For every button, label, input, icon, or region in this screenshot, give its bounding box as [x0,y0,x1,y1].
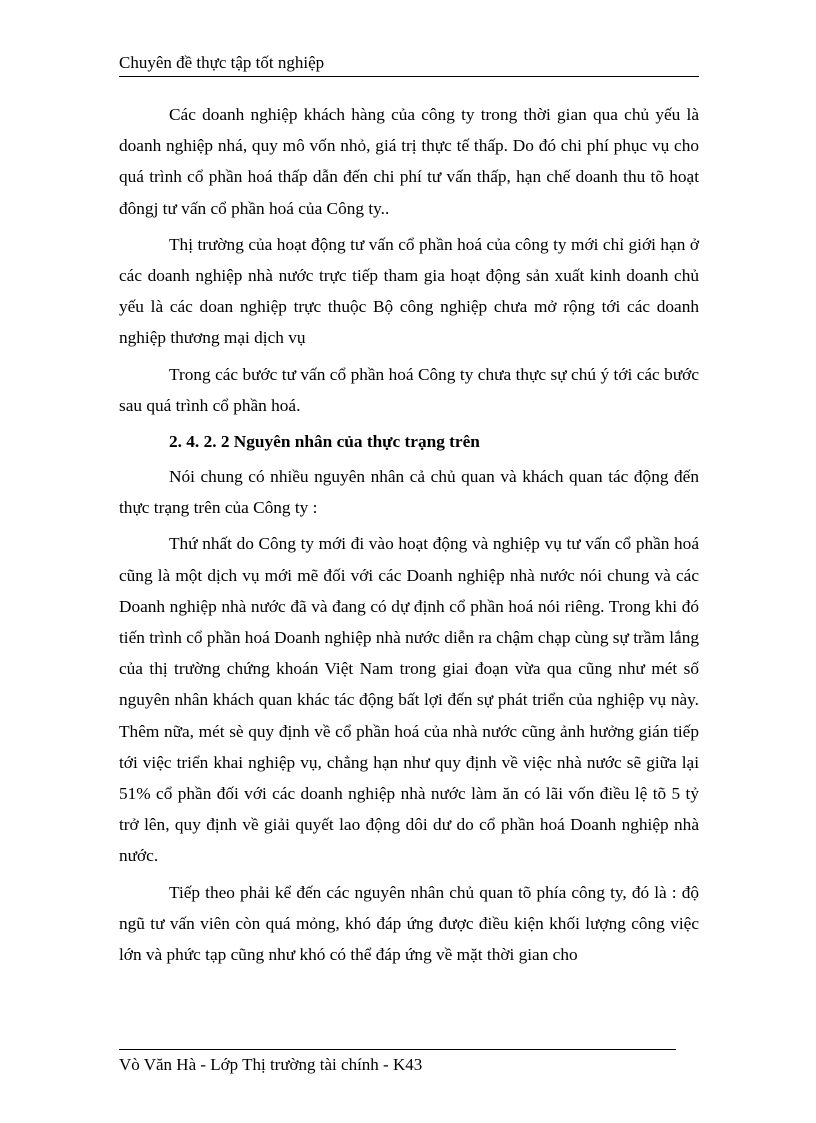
paragraph: Thị trường của hoạt động tư vấn cổ phần hoá của công ty mới chỉ giới hạn ở các doanh nghiệp nhà nước trực tiếp tham gia hoạt động sản xuất kinh doanh chủ yếu là các doan nghiệp trực thuộc Bộ công nghiệp chưa mở rộng tới các doanh nghiệp thương mại dịch vụ [119,234,699,348]
page-footer: Vò Văn Hà - Lớp Thị trường tài chính - K43 [119,1055,423,1074]
paragraph: Tiếp theo phải kể đến các nguyên nhân chủ quan tõ phía công ty, đó là : độ ngũ tư vấn viên còn quá mỏng, khó đáp ứng được điều kiện khối lượng công việc lớn và phức tạp cũng như khó có thể đáp ứng về mặt thời gian cho [119,882,699,965]
footer-divider [119,1049,676,1050]
paragraph: Các doanh nghiệp khách hàng của công ty trong thời gian qua chủ yếu là doanh nghiệp nhá, quy mô vốn nhỏ, giá trị thực tế thấp. Do đó chi phí phục vụ cho quá trình cổ phần hoá thấp dẫn đến chi phí tư vấn thấp, hạn chế doanh thu tõ hoạt đôngj tư vấn cổ phần hoá của Công ty.. [119,105,699,218]
paragraph: Trong các bước tư vấn cổ phần hoá Công ty chưa thực sự chú ý tới các bước sau quá trình cổ phần hoá. [119,364,699,415]
document-body [119,99,699,975]
section-heading: 2. 4. 2. 2 Nguyên nhân của thực trạng trên [169,432,480,452]
page-header: Chuyên đề thực tập tốt nghiệp [119,52,699,77]
paragraph: Thứ nhất do Công ty mới đi vào hoạt động và nghiệp vụ tư vấn cổ phần hoá cũng là một dịch vụ mới mẽ đối với các Doanh nghiệp nhà nước nói chung và các Doanh nghiệp nhà nước đã và đang có dự định cổ phần hoá nói riêng. Trong khi đó tiến trình cổ phần hoá Doanh nghiệp nhà nước diễn ra chậm chạp cùng sự trầm lắng của thị trường chứng khoán Việt Nam trong giai đoạn vừa qua cũng như mét số nguyên nhân khách quan khác tác động bất lợi đến sự phát triển của nghiệp vụ này. Thêm nữa, mét sè quy định về cổ phần hoá của nhà nước cũng ảnh hưởng gián tiếp tới việc triển khai nghiệp vụ, chẳng hạn như quy định về việc nhà nước sẽ giữa lại 51% cổ phần đối với các doanh nghiệp nhà nước làm ăn có lãi vốn điều lệ tõ 5 tỷ trở lên, quy định về giải quyết lao động dôi dư do cổ phần hoá Doanh nghiệp nhà nước. [119,534,699,866]
paragraph: Nói chung có nhiều nguyên nhân cả chủ quan và khách quan tác động đến thực trạng trên của Công ty : [119,467,699,518]
